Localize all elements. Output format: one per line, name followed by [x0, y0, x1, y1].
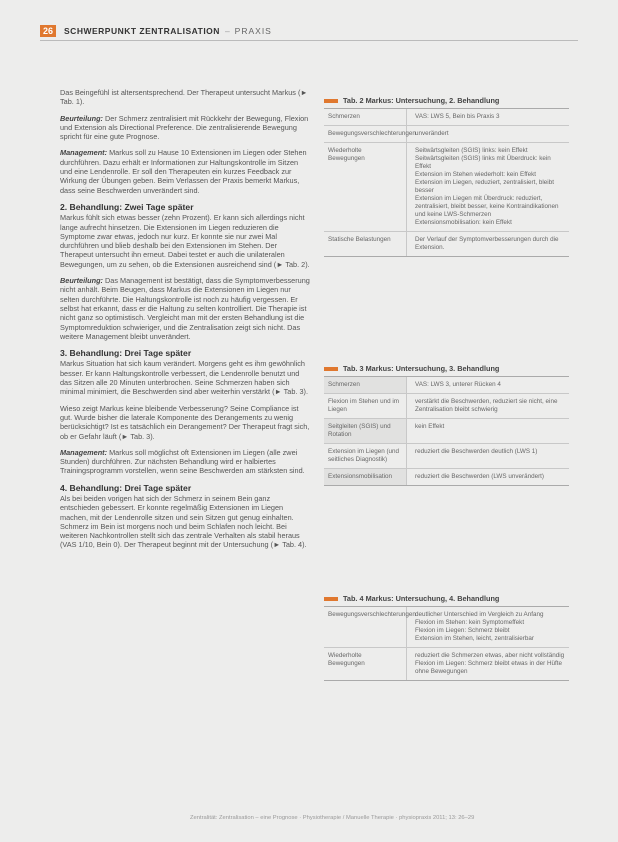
table-4 — [324, 594, 569, 681]
header-title: SCHWERPUNKT ZENTRALISATION — [64, 26, 220, 36]
header-rule — [40, 40, 578, 41]
table-2-caption — [324, 96, 569, 105]
table-3-title: Tab. 3 Markus: Untersuchung, 3. Behandlung — [343, 364, 500, 373]
running-header — [40, 24, 272, 38]
table-row — [324, 109, 569, 125]
management-3-lead: Management: — [60, 447, 108, 457]
table-row — [324, 393, 569, 418]
table-cell-value: VAS: LWS 3, unterer Rücken 4 — [415, 381, 501, 388]
left-column — [60, 88, 311, 557]
heading-session-2: 2. Behandlung: Zwei Tage später — [60, 201, 194, 212]
assessment-1 — [60, 114, 311, 142]
table-cell-value: Der Verlauf der Symptomverbesserungen durch die Extension. — [415, 236, 559, 251]
table-cell-label: Bewegungsverschlechterungen — [324, 126, 407, 142]
page-number: 26 — [40, 25, 56, 37]
table-row — [324, 142, 569, 231]
header-section: PRAXIS — [234, 26, 272, 36]
table-3 — [324, 364, 569, 486]
table-row — [324, 418, 569, 443]
table-cell-label: Wiederholte Bewegungen — [324, 648, 407, 680]
management-1-lead: Management: — [60, 148, 108, 158]
table-cell-value: VAS: LWS 5, Bein bis Praxis 3 — [415, 113, 500, 120]
table-cell-label: Schmerzen — [324, 377, 407, 393]
table-cell-value: deutlicher Unterschied im Vergleich zu Anfang Flexion im Stehen: kein Symptomeffekt Flexion im Liegen: Schmerz bleibt Extension im Stehen, leicht, zentralisierbar — [415, 611, 544, 642]
heading-session-3: 3. Behandlung: Drei Tage später — [60, 348, 192, 359]
table-cell-label: Flexion im Stehen und im Liegen — [324, 394, 407, 418]
table-4-title: Tab. 4 Markus: Untersuchung, 4. Behandlung — [343, 594, 500, 603]
session-3-paragraph: Markus Situation hat sich kaum verändert. Morgens geht es ihm gewöhnlich besser. Er kann Haltungskontrolle verbessert, die Lendenrolle benutzt und das Sitzen alle 20 Minuten unterbrochen. Seine Schmerzen haben sich minimal minimiert, die Beschwerden sind aber weiterhin verstärkt (► Tab. 3). — [60, 359, 308, 397]
session-2-paragraph: Markus fühlt sich etwas besser (zehn Prozent). Er kann sich allerdings nicht lange aufrecht hinsetzen. Die Extensionen im Liegen reduzieren die Symptome zwar etwas, jedoch nur kurz. Er konnte sie nur zwei Mal durchführen und blieb deshalb bei den Extensionen im Stehen. Der Therapeut untersucht ihn erneut. Dabei testet er auch die unilateralen Bewegungen, um zu sehen, ob die Extensionen ausreichend sind (► Tab. 2). — [60, 213, 310, 269]
table-cell-label: Extensionsmobilisation — [324, 469, 407, 485]
table-row — [324, 231, 569, 256]
assessment-2-lead: Beurteilung: — [60, 276, 103, 286]
table-row — [324, 125, 569, 142]
table-row — [324, 468, 569, 485]
page-footer: Zentralität: Zentralisation – eine Prognose · Physiotherapie / Manuelle Therapie · physiopraxis 2011; 13: 26–29 — [190, 815, 475, 821]
management-1-text: Markus soll zu Hause 10 Extensionen im Liegen oder Stehen durchführen. Dazu erhält er Informationen zur Haltungskontrolle im Sitzen und eine Lendenrolle. Er soll den Therapeuten ein kurzes Feedback zur Wirkung der Übungen geben. Beim Verlassen der Praxis bemerkt Markus, dass seine Beschwerden unverändert sind. — [60, 148, 307, 195]
table-cell-value: unverändert — [415, 130, 449, 137]
header-separator: – — [224, 26, 230, 36]
table-row — [324, 377, 569, 393]
table-cell-label: Statische Belastungen — [324, 232, 407, 256]
table-row — [324, 607, 569, 647]
table-cell-label: Seitgleiten (SGIS) und Rotation — [324, 419, 407, 443]
table-3-caption — [324, 364, 569, 373]
table-2 — [324, 96, 569, 257]
table-cell-label: Wiederholte Bewegungen — [324, 143, 407, 231]
assessment-2-text: Das Management ist bestätigt, dass die Symptomverbesserung nicht anhält. Beim Beugen, dass Markus die Extensionen im Liegen nur selten durchführte. Die Haltungskontrolle ist noch zu häufig vergessen. Er selbst hat erkannt, dass er die Haltung zu selten kontrolliert. Die Therapie ist nicht ganz so optimistisch. Vergleicht man mit der ersten Behandlung ist die Symptomreduktion schwieriger, und die Zentralisation zeigt sich nicht. Das weitere Management bleibt unverändert. — [60, 276, 310, 341]
assessment-2 — [60, 276, 311, 341]
caption-marker — [324, 597, 338, 601]
caption-marker — [324, 367, 338, 371]
assessment-1-lead: Beurteilung: — [60, 113, 103, 123]
session-3-paragraph-2: Wieso zeigt Markus keine bleibende Verbesserung? Seine Compliance ist gut. Wurde bisher die laterale Komponente des Derangements zu wenig berücksichtigt? Ist es tatsächlich ein Derangement? Der Therapeut fragt sich, ob er Gefahr läuft (► Tab. 3). — [60, 403, 310, 441]
table-row — [324, 647, 569, 680]
table-row — [324, 443, 569, 468]
caption-marker — [324, 99, 338, 103]
table-cell-label: Extension im Liegen (und seitliches Diagnostik) — [324, 444, 407, 468]
table-4-caption — [324, 594, 569, 603]
table-cell-value: kein Effekt — [415, 423, 445, 430]
table-cell-label: Bewegungsverschlechterungen — [324, 607, 407, 647]
table-cell-label: Schmerzen — [324, 109, 407, 125]
management-1 — [60, 148, 311, 194]
table-2-body — [324, 108, 569, 257]
table-cell-value: reduziert die Beschwerden deutlich (LWS 1) — [415, 448, 538, 455]
table-cell-value: reduziert die Schmerzen etwas, aber nicht vollständig Flexion im Liegen: Schmerz bleibt etwas in der Hüfte ohne Bewegungen — [415, 652, 565, 675]
intro-paragraph: Das Beingefühl ist altersentsprechend. Der Therapeut untersucht Markus (► Tab. 1). — [60, 88, 308, 107]
management-3-text: Markus soll möglichst oft Extensionen im Liegen (alle zwei Stunden) durchführen. Zur nächsten Behandlung wird er halbiertes Trainingsprogramm vorstellen, wenn seine Beschwerden am stärksten sind. — [60, 447, 305, 476]
assessment-1-text: Der Schmerz zentralisiert mit Rückkehr der Bewegung, Flexion und Extension als Directional Preference. Die zentralisierende Bewegung spricht für eine gute Prognose. — [60, 113, 309, 142]
table-cell-value: verstärkt die Beschwerden, reduziert sie nicht, eine Zentralisation bleibt schwierig — [415, 398, 558, 413]
heading-session-4: 4. Behandlung: Drei Tage später — [60, 482, 192, 493]
table-cell-value: Seitwärtsgleiten (SGIS) links: kein Effekt Seitwärtsgleiten (SGIS) links mit Überdruck: kein Effekt Extension im Stehen wiederholt: kein Effekt Extension im Liegen, reduziert, zentralisiert, bleibt besser Extension im Liegen mit Überdruck: reduziert, zentralisiert, bleibt besser, keine Kontraindikationen und keine LWS-Schmerzen Extensionsmobilisation: kein Effekt — [415, 147, 559, 226]
table-cell-value: reduziert die Beschwerden (LWS unverändert) — [415, 473, 545, 480]
management-3 — [60, 448, 311, 476]
table-3-body — [324, 376, 569, 486]
table-2-title: Tab. 2 Markus: Untersuchung, 2. Behandlung — [343, 96, 500, 105]
session-4-paragraph: Als bei beiden vorigen hat sich der Schmerz in seinem Bein ganz entschieden gebessert. Er konnte regelmäßig Extensionen im Liegen machen, mit der Lendenrolle sitzen und sein Sitzen gut genug einhalten. Schmerz im Bein ist morgens noch und beim Schlafen noch leicht. Bei weiteren Nachkontrollen stellt sich das zentrale Verhalten als stabil heraus (VAS 1/10, Bein 0). Der Therapeut beginnt mit der Untersuchung (► Tab. 4). — [60, 493, 307, 550]
table-4-body — [324, 606, 569, 681]
